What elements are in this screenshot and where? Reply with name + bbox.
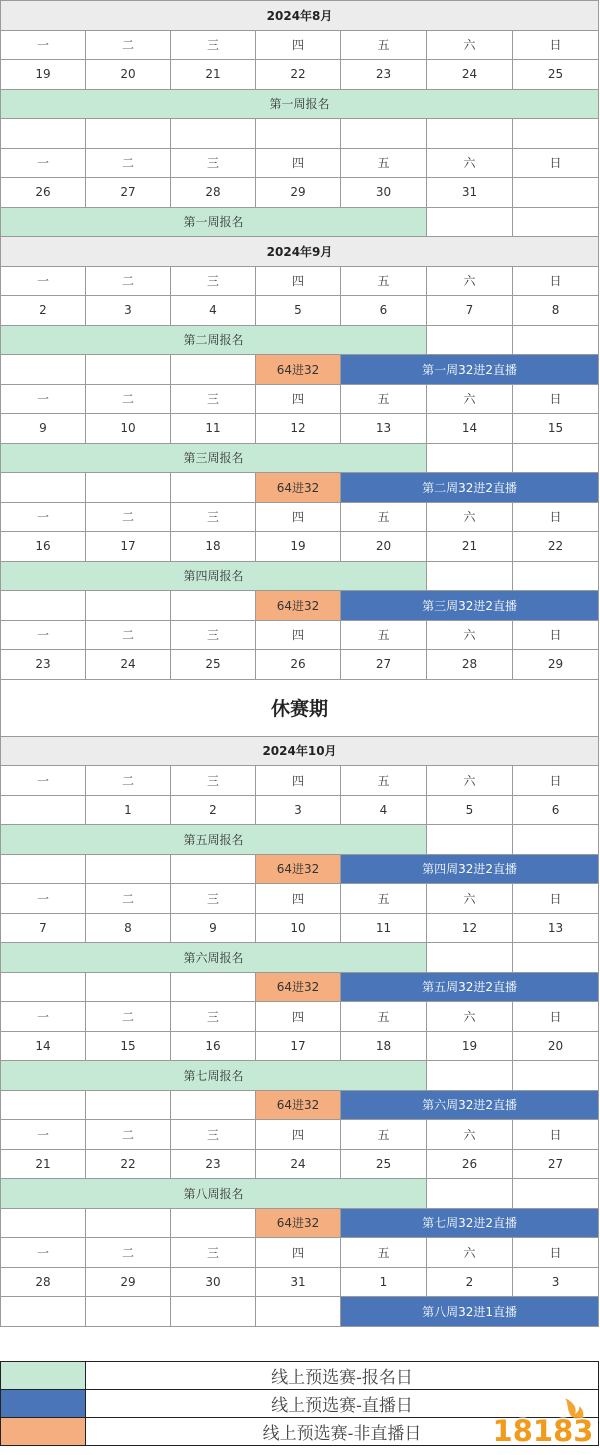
event-row [1, 355, 599, 385]
date-cell: 28 [1, 1267, 86, 1297]
date-cell: 3 [86, 296, 171, 326]
date-cell: 18 [171, 532, 256, 562]
weekday-cell: 六 [427, 1002, 513, 1032]
event-row [1, 943, 599, 973]
weekday-cell: 六 [427, 1238, 513, 1268]
weekday-cell: 五 [341, 148, 427, 178]
weekday-cell: 三 [171, 884, 256, 914]
weekday-cell: 一 [1, 1002, 86, 1032]
date-cell: 14 [427, 414, 513, 444]
date-cell: 24 [256, 1149, 341, 1179]
live-broadcast-cell: 第七周32进2直播 [341, 1208, 599, 1238]
date-cell: 8 [86, 913, 171, 943]
weekday-row [1, 1238, 599, 1268]
empty-cell [171, 1090, 256, 1120]
weekday-cell: 四 [256, 502, 341, 532]
date-cell: 12 [427, 913, 513, 943]
weekday-cell: 四 [256, 30, 341, 60]
date-row [1, 1149, 599, 1179]
weekday-cell: 四 [256, 620, 341, 650]
weekday-row [1, 30, 599, 60]
empty-cell [86, 1208, 171, 1238]
date-cell: 30 [341, 178, 427, 208]
empty-cell [427, 561, 513, 591]
date-cell: 24 [427, 60, 513, 90]
month-title: 2024年8月 [1, 1, 599, 31]
non-live-cell: 64进32 [256, 355, 341, 385]
signup-cell: 第四周报名 [1, 561, 427, 591]
date-row [1, 1031, 599, 1061]
weekday-cell: 一 [1, 620, 86, 650]
date-cell: 31 [427, 178, 513, 208]
month-header-row [1, 237, 599, 267]
date-row [1, 296, 599, 326]
weekday-cell: 四 [256, 148, 341, 178]
weekday-cell: 五 [341, 620, 427, 650]
weekday-cell: 六 [427, 1120, 513, 1150]
live-broadcast-cell: 第二周32进2直播 [341, 473, 599, 503]
weekday-cell: 二 [86, 620, 171, 650]
date-cell: 16 [171, 1031, 256, 1061]
weekday-row [1, 266, 599, 296]
date-cell: 6 [341, 296, 427, 326]
weekday-cell: 三 [171, 502, 256, 532]
date-cell: 10 [256, 913, 341, 943]
empty-cell [171, 1297, 256, 1327]
empty-cell [1, 854, 86, 884]
empty-cell [427, 943, 513, 973]
event-row [1, 561, 599, 591]
weekday-cell: 四 [256, 1238, 341, 1268]
date-cell: 4 [171, 296, 256, 326]
date-row [1, 60, 599, 90]
empty-cell [513, 825, 599, 855]
signup-cell: 第一周报名 [1, 207, 427, 237]
date-cell: 27 [341, 650, 427, 680]
weekday-cell: 日 [513, 502, 599, 532]
signup-cell: 第二周报名 [1, 325, 427, 355]
event-row [1, 972, 599, 1002]
date-cell: 9 [171, 913, 256, 943]
weekday-cell: 五 [341, 1120, 427, 1150]
empty-cell [513, 325, 599, 355]
legend-swatch [1, 1362, 86, 1390]
date-cell: 8 [513, 296, 599, 326]
weekday-cell: 一 [1, 884, 86, 914]
date-cell: 3 [513, 1267, 599, 1297]
date-cell: 10 [86, 414, 171, 444]
date-cell: 25 [341, 1149, 427, 1179]
weekday-row [1, 1002, 599, 1032]
date-cell: 19 [256, 532, 341, 562]
weekday-cell: 二 [86, 766, 171, 796]
weekday-cell: 五 [341, 1002, 427, 1032]
empty-cell [1, 1297, 86, 1327]
date-cell: 7 [1, 913, 86, 943]
empty-cell [86, 972, 171, 1002]
weekday-cell: 四 [256, 1002, 341, 1032]
date-cell: 28 [171, 178, 256, 208]
weekday-cell: 四 [256, 766, 341, 796]
empty-cell [1, 119, 86, 149]
empty-cell [171, 854, 256, 884]
date-cell: 20 [86, 60, 171, 90]
signup-cell: 第三周报名 [1, 443, 427, 473]
weekday-cell: 四 [256, 1120, 341, 1150]
weekday-cell: 一 [1, 766, 86, 796]
legend-label: 线上预选赛-报名日 [86, 1362, 599, 1390]
weekday-cell: 三 [171, 148, 256, 178]
date-cell: 12 [256, 414, 341, 444]
date-cell: 25 [171, 650, 256, 680]
weekday-cell: 四 [256, 884, 341, 914]
event-row [1, 443, 599, 473]
empty-cell [1, 1090, 86, 1120]
date-cell: 17 [86, 532, 171, 562]
date-cell: 21 [1, 1149, 86, 1179]
weekday-cell: 日 [513, 1120, 599, 1150]
empty-cell [256, 1297, 341, 1327]
weekday-row [1, 620, 599, 650]
empty-cell [427, 1061, 513, 1091]
date-cell: 9 [1, 414, 86, 444]
event-row [1, 1090, 599, 1120]
weekday-cell: 三 [171, 30, 256, 60]
live-broadcast-cell: 第八周32进1直播 [341, 1297, 599, 1327]
date-row [1, 414, 599, 444]
empty-cell [513, 443, 599, 473]
date-cell: 26 [1, 178, 86, 208]
date-cell: 25 [513, 60, 599, 90]
empty-cell [171, 473, 256, 503]
live-broadcast-cell: 第五周32进2直播 [341, 972, 599, 1002]
signup-cell: 第一周报名 [1, 89, 599, 119]
date-cell: 15 [86, 1031, 171, 1061]
weekday-cell: 六 [427, 620, 513, 650]
non-live-cell: 64进32 [256, 473, 341, 503]
weekday-cell: 四 [256, 384, 341, 414]
empty-cell [86, 591, 171, 621]
date-cell: 22 [86, 1149, 171, 1179]
date-row [1, 795, 599, 825]
date-row [1, 650, 599, 680]
date-cell [513, 178, 599, 208]
legend-swatch [1, 1418, 86, 1446]
weekday-row [1, 502, 599, 532]
date-cell: 13 [341, 414, 427, 444]
date-cell: 1 [86, 795, 171, 825]
date-cell: 19 [1, 60, 86, 90]
empty-cell [1, 1208, 86, 1238]
date-cell: 20 [341, 532, 427, 562]
live-broadcast-cell: 第三周32进2直播 [341, 591, 599, 621]
date-cell: 22 [256, 60, 341, 90]
weekday-cell: 五 [341, 266, 427, 296]
empty-cell [427, 825, 513, 855]
weekday-cell: 日 [513, 620, 599, 650]
date-cell: 22 [513, 532, 599, 562]
non-live-cell: 64进32 [256, 1090, 341, 1120]
watermark-logo [492, 1395, 594, 1449]
empty-cell [171, 972, 256, 1002]
live-broadcast-cell: 第四周32进2直播 [341, 854, 599, 884]
event-row [1, 207, 599, 237]
month-title: 2024年9月 [1, 237, 599, 267]
empty-cell [513, 119, 599, 149]
weekday-cell: 三 [171, 1120, 256, 1150]
date-cell: 1 [341, 1267, 427, 1297]
weekday-cell: 日 [513, 30, 599, 60]
event-row [1, 1061, 599, 1091]
non-live-cell: 64进32 [256, 854, 341, 884]
weekday-cell: 二 [86, 266, 171, 296]
weekday-row [1, 884, 599, 914]
event-row [1, 119, 599, 149]
weekday-cell: 五 [341, 502, 427, 532]
signup-cell: 第七周报名 [1, 1061, 427, 1091]
event-row [1, 591, 599, 621]
non-live-cell: 64进32 [256, 1208, 341, 1238]
legend-label: 线上预选赛-非直播日 [86, 1418, 599, 1446]
weekday-row [1, 766, 599, 796]
weekday-cell: 二 [86, 884, 171, 914]
live-broadcast-cell: 第六周32进2直播 [341, 1090, 599, 1120]
weekday-row [1, 148, 599, 178]
date-cell [1, 795, 86, 825]
weekday-cell: 一 [1, 1120, 86, 1150]
rest-period-row [1, 679, 599, 736]
weekday-cell: 六 [427, 766, 513, 796]
empty-cell [86, 119, 171, 149]
weekday-cell: 四 [256, 266, 341, 296]
weekday-cell: 一 [1, 266, 86, 296]
weekday-cell: 二 [86, 1120, 171, 1150]
weekday-cell: 日 [513, 766, 599, 796]
weekday-cell: 一 [1, 1238, 86, 1268]
empty-cell [256, 119, 341, 149]
weekday-cell: 一 [1, 502, 86, 532]
weekday-cell: 三 [171, 384, 256, 414]
date-cell: 23 [171, 1149, 256, 1179]
date-cell: 15 [513, 414, 599, 444]
empty-cell [513, 207, 599, 237]
empty-cell [86, 854, 171, 884]
date-cell: 27 [513, 1149, 599, 1179]
month-title: 2024年10月 [1, 736, 599, 766]
event-row [1, 825, 599, 855]
weekday-cell: 二 [86, 148, 171, 178]
legend-swatch [1, 1390, 86, 1418]
signup-cell: 第五周报名 [1, 825, 427, 855]
date-row [1, 532, 599, 562]
empty-cell [171, 1208, 256, 1238]
watermark-svg [492, 1395, 594, 1449]
weekday-row [1, 1120, 599, 1150]
date-cell: 27 [86, 178, 171, 208]
empty-cell [513, 1061, 599, 1091]
weekday-row [1, 384, 599, 414]
date-row [1, 178, 599, 208]
date-cell: 5 [256, 296, 341, 326]
date-cell: 7 [427, 296, 513, 326]
signup-cell: 第八周报名 [1, 1179, 427, 1209]
date-cell: 29 [256, 178, 341, 208]
non-live-cell: 64进32 [256, 591, 341, 621]
weekday-cell: 一 [1, 148, 86, 178]
weekday-cell: 日 [513, 884, 599, 914]
weekday-cell: 日 [513, 1002, 599, 1032]
live-broadcast-cell: 第一周32进2直播 [341, 355, 599, 385]
date-cell: 26 [256, 650, 341, 680]
weekday-cell: 六 [427, 266, 513, 296]
weekday-cell: 六 [427, 502, 513, 532]
watermark-text: 18183 [492, 1414, 594, 1448]
empty-cell [1, 591, 86, 621]
weekday-cell: 一 [1, 30, 86, 60]
weekday-cell: 五 [341, 884, 427, 914]
date-row [1, 1267, 599, 1297]
date-cell: 4 [341, 795, 427, 825]
empty-cell [1, 972, 86, 1002]
event-row [1, 1208, 599, 1238]
date-cell: 13 [513, 913, 599, 943]
weekday-cell: 六 [427, 884, 513, 914]
weekday-cell: 二 [86, 502, 171, 532]
empty-cell [427, 207, 513, 237]
event-row [1, 473, 599, 503]
weekday-cell: 日 [513, 1238, 599, 1268]
date-cell: 6 [513, 795, 599, 825]
event-row [1, 854, 599, 884]
date-cell: 19 [427, 1031, 513, 1061]
date-cell: 28 [427, 650, 513, 680]
date-cell: 31 [256, 1267, 341, 1297]
date-cell: 2 [1, 296, 86, 326]
empty-cell [1, 355, 86, 385]
empty-cell [86, 473, 171, 503]
weekday-cell: 五 [341, 1238, 427, 1268]
weekday-cell: 二 [86, 384, 171, 414]
weekday-cell: 五 [341, 766, 427, 796]
date-cell: 18 [341, 1031, 427, 1061]
event-row [1, 325, 599, 355]
weekday-cell: 日 [513, 148, 599, 178]
weekday-cell: 三 [171, 1238, 256, 1268]
non-live-cell: 64进32 [256, 972, 341, 1002]
date-cell: 2 [171, 795, 256, 825]
date-cell: 14 [1, 1031, 86, 1061]
empty-cell [341, 119, 427, 149]
empty-cell [171, 355, 256, 385]
date-cell: 30 [171, 1267, 256, 1297]
date-cell: 16 [1, 532, 86, 562]
weekday-cell: 日 [513, 384, 599, 414]
weekday-cell: 三 [171, 766, 256, 796]
date-cell: 23 [341, 60, 427, 90]
date-cell: 11 [171, 414, 256, 444]
legend-label: 线上预选赛-直播日 [86, 1390, 599, 1418]
date-cell: 5 [427, 795, 513, 825]
event-row [1, 1179, 599, 1209]
weekday-cell: 日 [513, 266, 599, 296]
date-row [1, 913, 599, 943]
empty-cell [1, 473, 86, 503]
weekday-cell: 二 [86, 30, 171, 60]
weekday-cell: 二 [86, 1002, 171, 1032]
legend-row [1, 1362, 599, 1390]
date-cell: 3 [256, 795, 341, 825]
empty-cell [171, 119, 256, 149]
empty-cell [171, 591, 256, 621]
weekday-cell: 六 [427, 30, 513, 60]
date-cell: 23 [1, 650, 86, 680]
empty-cell [86, 1090, 171, 1120]
weekday-cell: 一 [1, 384, 86, 414]
weekday-cell: 六 [427, 148, 513, 178]
empty-cell [513, 561, 599, 591]
weekday-cell: 三 [171, 1002, 256, 1032]
weekday-cell: 三 [171, 620, 256, 650]
weekday-cell: 五 [341, 30, 427, 60]
event-row [1, 89, 599, 119]
weekday-cell: 五 [341, 384, 427, 414]
empty-cell [427, 443, 513, 473]
weekday-cell: 二 [86, 1238, 171, 1268]
date-cell: 17 [256, 1031, 341, 1061]
date-cell: 29 [86, 1267, 171, 1297]
date-cell: 11 [341, 913, 427, 943]
date-cell: 21 [171, 60, 256, 90]
date-cell: 21 [427, 532, 513, 562]
empty-cell [427, 1179, 513, 1209]
month-header-row [1, 736, 599, 766]
event-row [1, 1297, 599, 1327]
empty-cell [86, 355, 171, 385]
month-header-row [1, 1, 599, 31]
date-cell: 20 [513, 1031, 599, 1061]
date-cell: 29 [513, 650, 599, 680]
weekday-cell: 三 [171, 266, 256, 296]
date-cell: 2 [427, 1267, 513, 1297]
empty-cell [427, 325, 513, 355]
empty-cell [513, 943, 599, 973]
schedule-body [1, 1, 599, 1327]
empty-cell [427, 119, 513, 149]
signup-cell: 第六周报名 [1, 943, 427, 973]
weekday-cell: 六 [427, 384, 513, 414]
date-cell: 24 [86, 650, 171, 680]
rest-period-label: 休赛期 [1, 679, 599, 736]
empty-cell [86, 1297, 171, 1327]
date-cell: 26 [427, 1149, 513, 1179]
empty-cell [513, 1179, 599, 1209]
